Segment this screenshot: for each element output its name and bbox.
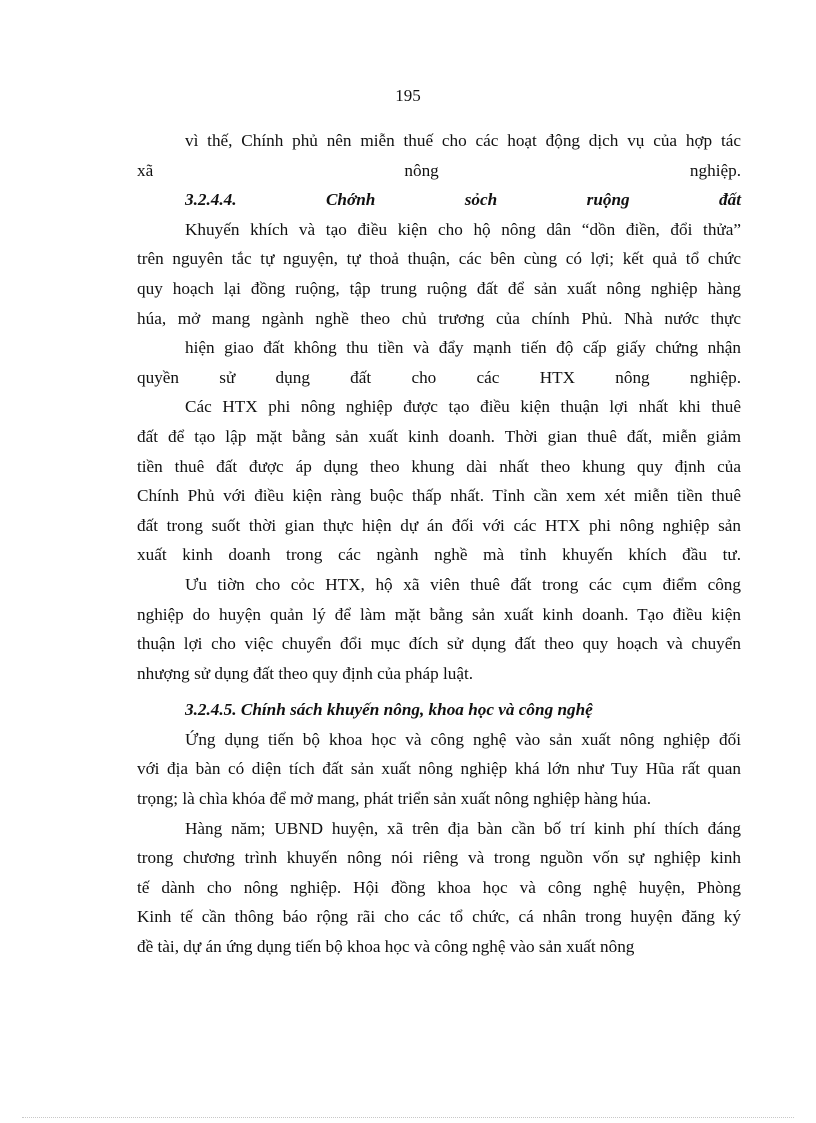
- text-line: xã nông nghiệp.: [137, 160, 741, 180]
- text-line: thuận lợi cho việc chuyển đổi mục đích sử dụng đất theo quy hoạch và chuyển: [137, 634, 741, 654]
- paragraph-spacer: [137, 688, 741, 695]
- text-line: tế dành cho nông nghiệp. Hội đồng khoa học và công nghệ huyện, Phòng: [137, 877, 741, 897]
- text-line: nhượng sử dụng đất theo quy định của pháp luật.: [137, 663, 474, 683]
- text-line: trên nguyên tắc tự nguyện, tự thoả thuận, các bên cùng có lợi; kết quả tổ chức: [137, 249, 741, 269]
- text-line: đất trong suốt thời gian thực hiện dự án đối với các HTX phi nông nghiệp sản: [137, 515, 741, 535]
- text-line: Khuyến khích và tạo điều kiện cho hộ nông dân “dồn điền, đổi thửa”: [185, 219, 741, 239]
- text-line: hiện giao đất không thu tiền và đẩy mạnh tiến độ cấp giấy chứng nhận: [185, 338, 741, 358]
- text-line: trọng; là chìa khóa để mở mang, phát triển sản xuất nông nghiệp hàng húa.: [137, 789, 652, 809]
- text-line: xuất kinh doanh trong các ngành nghề mà tỉnh khuyến khích đầu tư.: [137, 545, 741, 565]
- section-heading: 3.2.4.5. Chính sách khuyến nông, khoa học và công nghệ: [185, 700, 593, 720]
- page-bottom-rule: [22, 1117, 794, 1118]
- text-line: quy hoạch lại đồng ruộng, tập trung ruộng đất để sản xuất nông nghiệp hàng: [137, 278, 741, 298]
- text-line: Chính Phủ với điều kiện ràng buộc thấp nhất. Tỉnh cần xem xét miễn tiền thuê: [137, 486, 741, 506]
- page-number: 195: [395, 86, 421, 105]
- text-line: tiền thuê đất được áp dụng theo khung dài nhất theo khung quy định của: [137, 456, 741, 476]
- section-heading: 3.2.4.4. Chớnh sỏch ruộng đất: [185, 190, 741, 210]
- text-line: vì thế, Chính phủ nên miễn thuế cho các hoạt động dịch vụ của hợp tác: [185, 131, 741, 150]
- text-line: nghiệp do huyện quản lý để làm mặt bằng sản xuất kinh doanh. Tạo điều kiện: [137, 604, 741, 624]
- text-line: Các HTX phi nông nghiệp được tạo điều kiện thuận lợi nhất khi thuê: [185, 397, 741, 417]
- text-line: với địa bàn có diện tích đất sản xuất nông nghiệp khá lớn như Tuy Hũa rất quan: [137, 759, 741, 779]
- text-line: Hàng năm; UBND huyện, xã trên địa bàn cần bố trí kinh phí thích đáng: [185, 818, 741, 838]
- text-line: đất để tạo lập mặt bằng sản xuất kinh doanh. Thời gian thuê đất, miễn giảm: [137, 426, 741, 446]
- text-line: đề tài, dự án ứng dụng tiến bộ khoa học và công nghệ vào sản xuất nông: [137, 937, 635, 957]
- text-line: Kinh tế cần thông báo rộng rãi cho các tổ chức, cá nhân trong huyện đăng ký: [137, 907, 741, 927]
- body-text: [137, 126, 741, 962]
- text-line: quyền sử dụng đất cho các HTX nông nghiệp.: [137, 367, 741, 387]
- text-line: húa, mở mang ngành nghề theo chủ trương của chính Phủ. Nhà nước thực: [137, 308, 741, 328]
- text-line: Ứng dụng tiến bộ khoa học và công nghệ vào sản xuất nông nghiệp đối: [185, 729, 741, 749]
- text-line: Ưu tiờn cho cỏc HTX, hộ xã viên thuê đất trong các cụm điểm công: [185, 574, 741, 594]
- text-line: trong chương trình khuyến nông nói riêng và trong nguồn vốn sự nghiệp kinh: [137, 848, 741, 868]
